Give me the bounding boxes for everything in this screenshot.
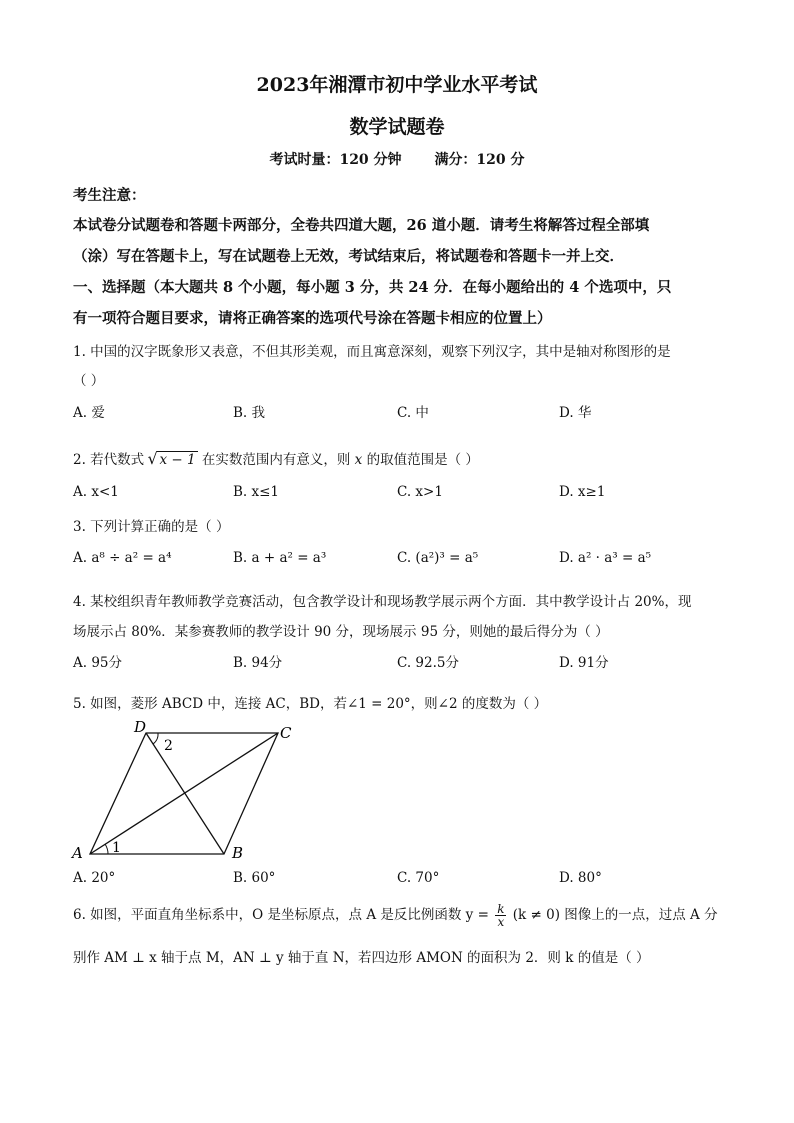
- q5-stem: 5. 如图，菱形 ABCD 中，连接 AC，BD，若∠1 = 20°，则∠2 的度数为（ ）: [73, 696, 548, 712]
- q3-option-b: B. a + a² = a³: [233, 550, 327, 566]
- q3-option-d: D. a² · a³ = a⁵: [559, 550, 652, 566]
- q2-option-d: D. x≥1: [559, 484, 606, 500]
- q6-fraction: [495, 903, 506, 928]
- q5-option-a: A. 20°: [73, 870, 116, 886]
- label-a: A: [72, 844, 83, 862]
- q2-radical: √ x − 1: [157, 451, 197, 468]
- q2-option-b: B. x≤1: [233, 484, 280, 500]
- q3-stem: 3. 下列计算正确的是（ ）: [73, 519, 230, 535]
- q6-line-2: 别作 AM ⊥ x 轴于点 M，AN ⊥ y 轴于直 N，若四边形 AMON 的面积为 2．则 k 的值是（ ）: [73, 950, 650, 966]
- q6-line-1: [73, 903, 723, 928]
- section1-line-1: 一、选择题（本大题共 8 个小题，每小题 3 分，共 24 分．在每小题给出的 4 个选项中，只: [73, 279, 672, 296]
- q1-blank: （ ）: [73, 373, 105, 389]
- q5-option-c: C. 70°: [397, 870, 440, 886]
- q1-option-c: C. 中: [397, 405, 429, 421]
- notice-heading: 考生注意：: [73, 187, 146, 204]
- q4-option-b: B. 94分: [233, 655, 283, 671]
- angle-2-arc: [153, 733, 158, 744]
- notice-line-2: （涂）写在答题卡上，写在试题卷上无效，考试结束后，将试题卷和答题卡一并上交．: [73, 248, 624, 265]
- q2-option-a: A. x<1: [73, 484, 119, 500]
- q5-options: [73, 870, 723, 892]
- q1-option-d: D. 华: [559, 405, 592, 421]
- q6-post: (k ≠ 0) 图像上的一点，过点 A 分: [512, 907, 718, 923]
- q1-option-b: B. 我: [233, 405, 266, 421]
- q2-var: x: [354, 452, 363, 468]
- exam-score: 满分：120 分: [434, 152, 525, 168]
- q5-option-b: B. 60°: [233, 870, 276, 886]
- q4-options: [73, 651, 723, 673]
- q6-frac-den: x: [497, 915, 505, 929]
- q4-option-a: A. 95分: [73, 655, 123, 671]
- q2-stem: [73, 448, 723, 468]
- label-d: D: [134, 718, 147, 736]
- label-angle-1: 1: [112, 840, 121, 856]
- q2-option-c: C. x>1: [397, 484, 443, 500]
- q2-pre: 2. 若代数式: [73, 452, 145, 468]
- label-c: C: [280, 724, 292, 742]
- section1-line-2: 有一项符合题目要求，请将正确答案的选项代号涂在答题卡相应的位置上）: [73, 310, 552, 327]
- rhombus-figure: [68, 718, 308, 868]
- q1-options: [73, 401, 723, 423]
- label-angle-2: 2: [164, 738, 173, 754]
- label-b: B: [232, 844, 244, 862]
- exam-title: 2023年湘潭市初中学业水平考试: [256, 74, 538, 96]
- q4-option-c: C. 92.5分: [397, 655, 459, 671]
- exam-time: 考试时量：120 分钟: [269, 152, 402, 168]
- q2-post: 的取值范围是（ ）: [366, 452, 479, 468]
- q3-options: [73, 550, 723, 572]
- q2-mid: 在实数范围内有意义，则: [201, 452, 351, 468]
- q3-option-c: C. (a²)³ = a⁵: [397, 550, 479, 566]
- exam-meta: [0, 149, 794, 169]
- q1-stem: 1. 中国的汉字既象形又表意，不但其形美观，而且寓意深刻，观察下列汉字，其中是轴对称图形的是: [73, 344, 671, 360]
- q5-option-d: D. 80°: [559, 870, 602, 886]
- q4-option-d: D. 91分: [559, 655, 609, 671]
- q3-option-a: A. a⁸ ÷ a² = a⁴: [73, 550, 172, 566]
- q6-frac-num: k: [497, 902, 505, 916]
- angle-1-arc: [105, 844, 108, 854]
- q4-line-2: 场展示占 80%．某参赛教师的教学设计 90 分，现场展示 95 分，则她的最后得分为（ ）: [73, 624, 609, 640]
- q6-pre: 6. 如图，平面直角坐标系中，O 是坐标原点，点 A 是反比例函数 y =: [73, 907, 489, 923]
- notice-line-1: 本试卷分试题卷和答题卡两部分，全卷共四道大题，26 道小题．请考生将解答过程全部填: [73, 217, 650, 234]
- q4-line-1: 4. 某校组织青年教师教学竞赛活动，包含教学设计和现场教学展示两个方面．其中教学设计占 20%，现: [73, 594, 692, 610]
- exam-subtitle: 数学试题卷: [349, 116, 445, 138]
- q2-options: [73, 484, 723, 506]
- diagonal-bd: [146, 733, 224, 854]
- q1-option-a: A. 爱: [73, 405, 105, 421]
